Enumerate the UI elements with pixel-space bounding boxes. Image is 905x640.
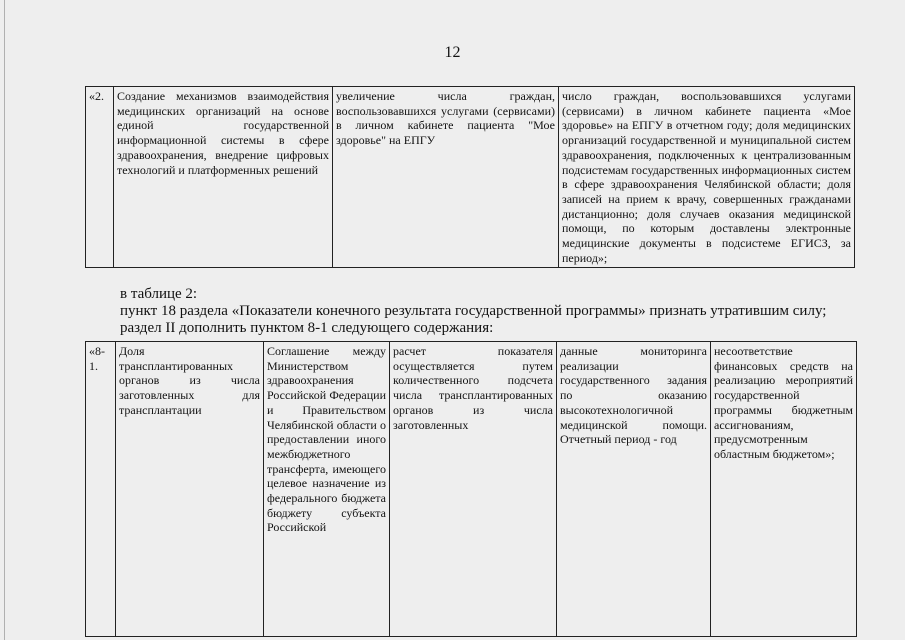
table-row bbox=[86, 87, 855, 268]
monitoring-cell: данные мониторинга реализации государственного задания по оказанию высокотехнологичной медицинской помощи. Отчетный период - год bbox=[557, 342, 711, 637]
indicator-cell: увеличение числа граждан, воспользовавшихся услугами (сервисами) в личном кабинете пациента "Мое здоровье" на ЕПГУ bbox=[333, 87, 559, 268]
page-number: 12 bbox=[444, 44, 461, 61]
goal-cell: Создание механизмов взаимодействия медицинских организаций на основе единой государственной информационной системы в сфере здравоохранения, внедрение цифровых технологий и платформенных решений bbox=[114, 87, 333, 268]
text-line-table2: в таблице 2: bbox=[120, 286, 198, 302]
indicator-cell: Доля трансплантированных органов из числа заготовленных для трансплантации bbox=[116, 342, 264, 637]
calculation-cell: расчет показателя осуществляется путем количественного подсчета числа трансплантированных органов из числа заготовленных bbox=[390, 342, 557, 637]
risk-cell: несоответствие финансовых средств на реализацию мероприятий государственной программы бюджетным ассигнованиям, предусмотренным областным бюджетом»; bbox=[711, 342, 857, 637]
agreement-cell: Соглашение между Министерством здравоохранения Российской Федерации и Правительством Челябинской области о предоставлении иного межбюджетного трансферта, имеющего целевое назначение из федерального бюджета бюджету субъекта Российской bbox=[264, 342, 390, 637]
scan-margin-line bbox=[4, 0, 5, 640]
row-number-cell: «2. bbox=[86, 87, 114, 268]
indicators-table-row-2 bbox=[85, 86, 855, 268]
table-row bbox=[86, 342, 857, 637]
indicators-table-row-8-1 bbox=[85, 341, 857, 637]
row-number-cell: «8-1. bbox=[86, 342, 116, 637]
text-line-section2: раздел II дополнить пунктом 8-1 следующего содержания: bbox=[120, 320, 494, 336]
text-line-point18: пункт 18 раздела «Показатели конечного результата государственной программы» признать утратившим силу; bbox=[120, 303, 827, 319]
measures-cell: число граждан, воспользовавшихся услугами (сервисами) в личном кабинете пациента «Мое здоровье» на ЕПГУ в отчетном году; доля медицинских организаций государственной и муниципальной систем здравоохранения, подключенных к централизованным подсистемам государственных информационных систем в сфере здравоохранения Челябинской области; доля записей на прием к врачу, совершенных гражданами дистанционно; доля случаев оказания медицинской помощи, по которым доставлены электронные медицинские документы в подсистеме ЕГИСЗ, за период»; bbox=[559, 87, 855, 268]
